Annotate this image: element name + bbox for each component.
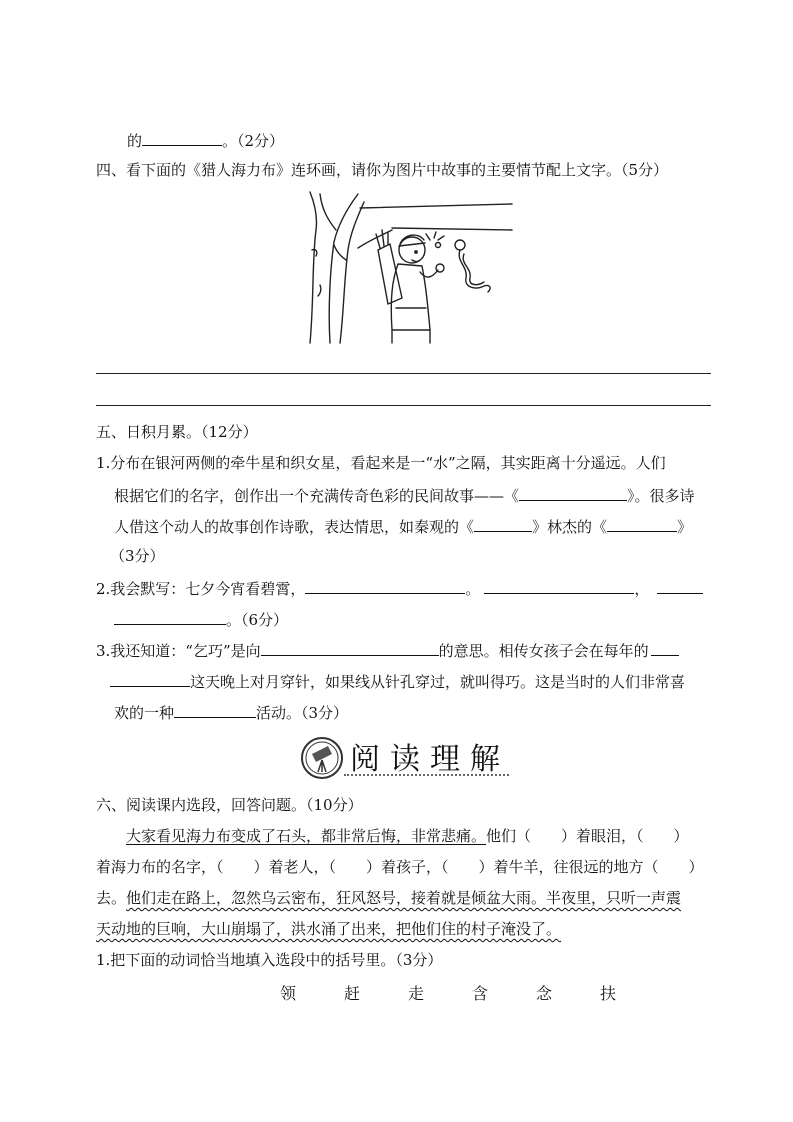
answer-blank[interactable] [484,576,634,594]
reading-section-banner [300,734,515,782]
q2-text: 2.我会默写：七夕今宵看碧霄， [96,580,306,598]
q1-score: （3分） [110,547,165,565]
q1-text: 根据它们的名字，创作出一个充满传奇色彩的民间故事——《 [114,487,520,505]
q2-text: 。（6分） [226,611,289,629]
hunter-illustration [300,190,520,345]
section6-q1: 1.把下面的动词恰当地填入选段中的括号里。（3分） [96,951,443,969]
q1-line2 [114,483,695,507]
verb-item: 走 [408,984,425,1003]
q3-text: 3.我还知道：“乞巧”是向 [96,642,261,660]
passage-line4 [96,918,561,940]
q1-line3 [114,514,692,538]
q1-text: 》林杰的《 [532,518,608,536]
q2-text: ， [634,580,650,598]
section5-heading: 五、日积月累。（12分） [96,423,258,441]
q2-line2 [114,607,288,631]
answer-blank[interactable] [261,638,439,656]
q3-text: 活动。（3分） [256,704,349,722]
title-dotted-line [344,774,509,776]
passage-text: 他们（ ）着眼泪，（ ） [486,827,689,845]
telescope-icon [300,736,344,780]
verb-item: 扶 [600,984,617,1003]
answer-blank[interactable] [607,514,677,532]
verb-item: 赶 [344,984,361,1003]
q3-line3 [114,700,348,724]
q3-text: 这天晚上对月穿针，如果线从针孔穿过，就叫得巧。这是当时的人们非常喜 [190,673,686,691]
q3-text: 的意思。相传女孩子会在每年的 [438,642,649,660]
answer-blank[interactable] [519,483,627,501]
reading-title: 阅读理解 [350,742,510,777]
passage-line1 [126,825,689,847]
answer-blank[interactable] [474,514,532,532]
underlined-sentence: 大家看见海力布变成了石头，都非常后悔，非常悲痛。 [126,827,487,845]
passage-line2: 着海力布的名字，（ ）着老人，（ ）着孩子，（ ）着牛羊，往很远的地方（ ） [96,858,704,876]
q1-text: 人借这个动人的故事创作诗歌，表达情思，如秦观的《 [114,518,475,536]
wavy-underlined-sentence: 天动地的巨响，大山崩塌了，洪水涌了出来，把他们住的村子淹没了。 [96,920,562,938]
section4-heading: 四、看下面的《猎人海力布》连环画，请你为图片中故事的主要情节配上文字。（5分） [96,161,669,179]
top-line-prefix: 的 [127,132,143,150]
answer-blank[interactable] [657,576,703,594]
q2-text: 。 [465,580,481,598]
top-line [127,128,284,152]
q1-text: 》。很多诗 [627,487,695,505]
q3-line2 [110,669,685,693]
section6-heading: 六、阅读课内选段，回答问题。（10分） [96,796,363,814]
wavy-underlined-sentence: 他们走在路上，忽然乌云密布，狂风怒号，接着就是倾盆大雨。半夜里，只听一声震 [126,889,682,907]
answer-blank[interactable] [305,576,465,594]
verb-item: 领 [280,984,297,1003]
q3-text: 欢的一种 [114,704,175,722]
q3-line1 [96,638,679,662]
passage-text: 去。 [96,889,127,907]
answer-blank[interactable] [142,128,222,146]
q1-text: 》 [677,518,693,536]
answer-line[interactable] [96,373,711,374]
answer-line[interactable] [96,405,711,406]
answer-blank[interactable] [651,638,679,656]
q2-line1 [96,576,703,600]
answer-blank[interactable] [114,607,226,625]
answer-blank[interactable] [110,669,190,687]
verb-item: 含 [472,984,489,1003]
answer-blank[interactable] [174,700,256,718]
top-line-suffix: 。（2分） [222,132,285,150]
passage-line3 [96,887,681,909]
verb-list [280,983,620,1005]
q1-line1: 1.分布在银河两侧的牵牛星和织女星，看起来是一“水”之隔，其实距离十分遥远。人们 [96,454,666,472]
verb-item: 念 [536,984,553,1003]
